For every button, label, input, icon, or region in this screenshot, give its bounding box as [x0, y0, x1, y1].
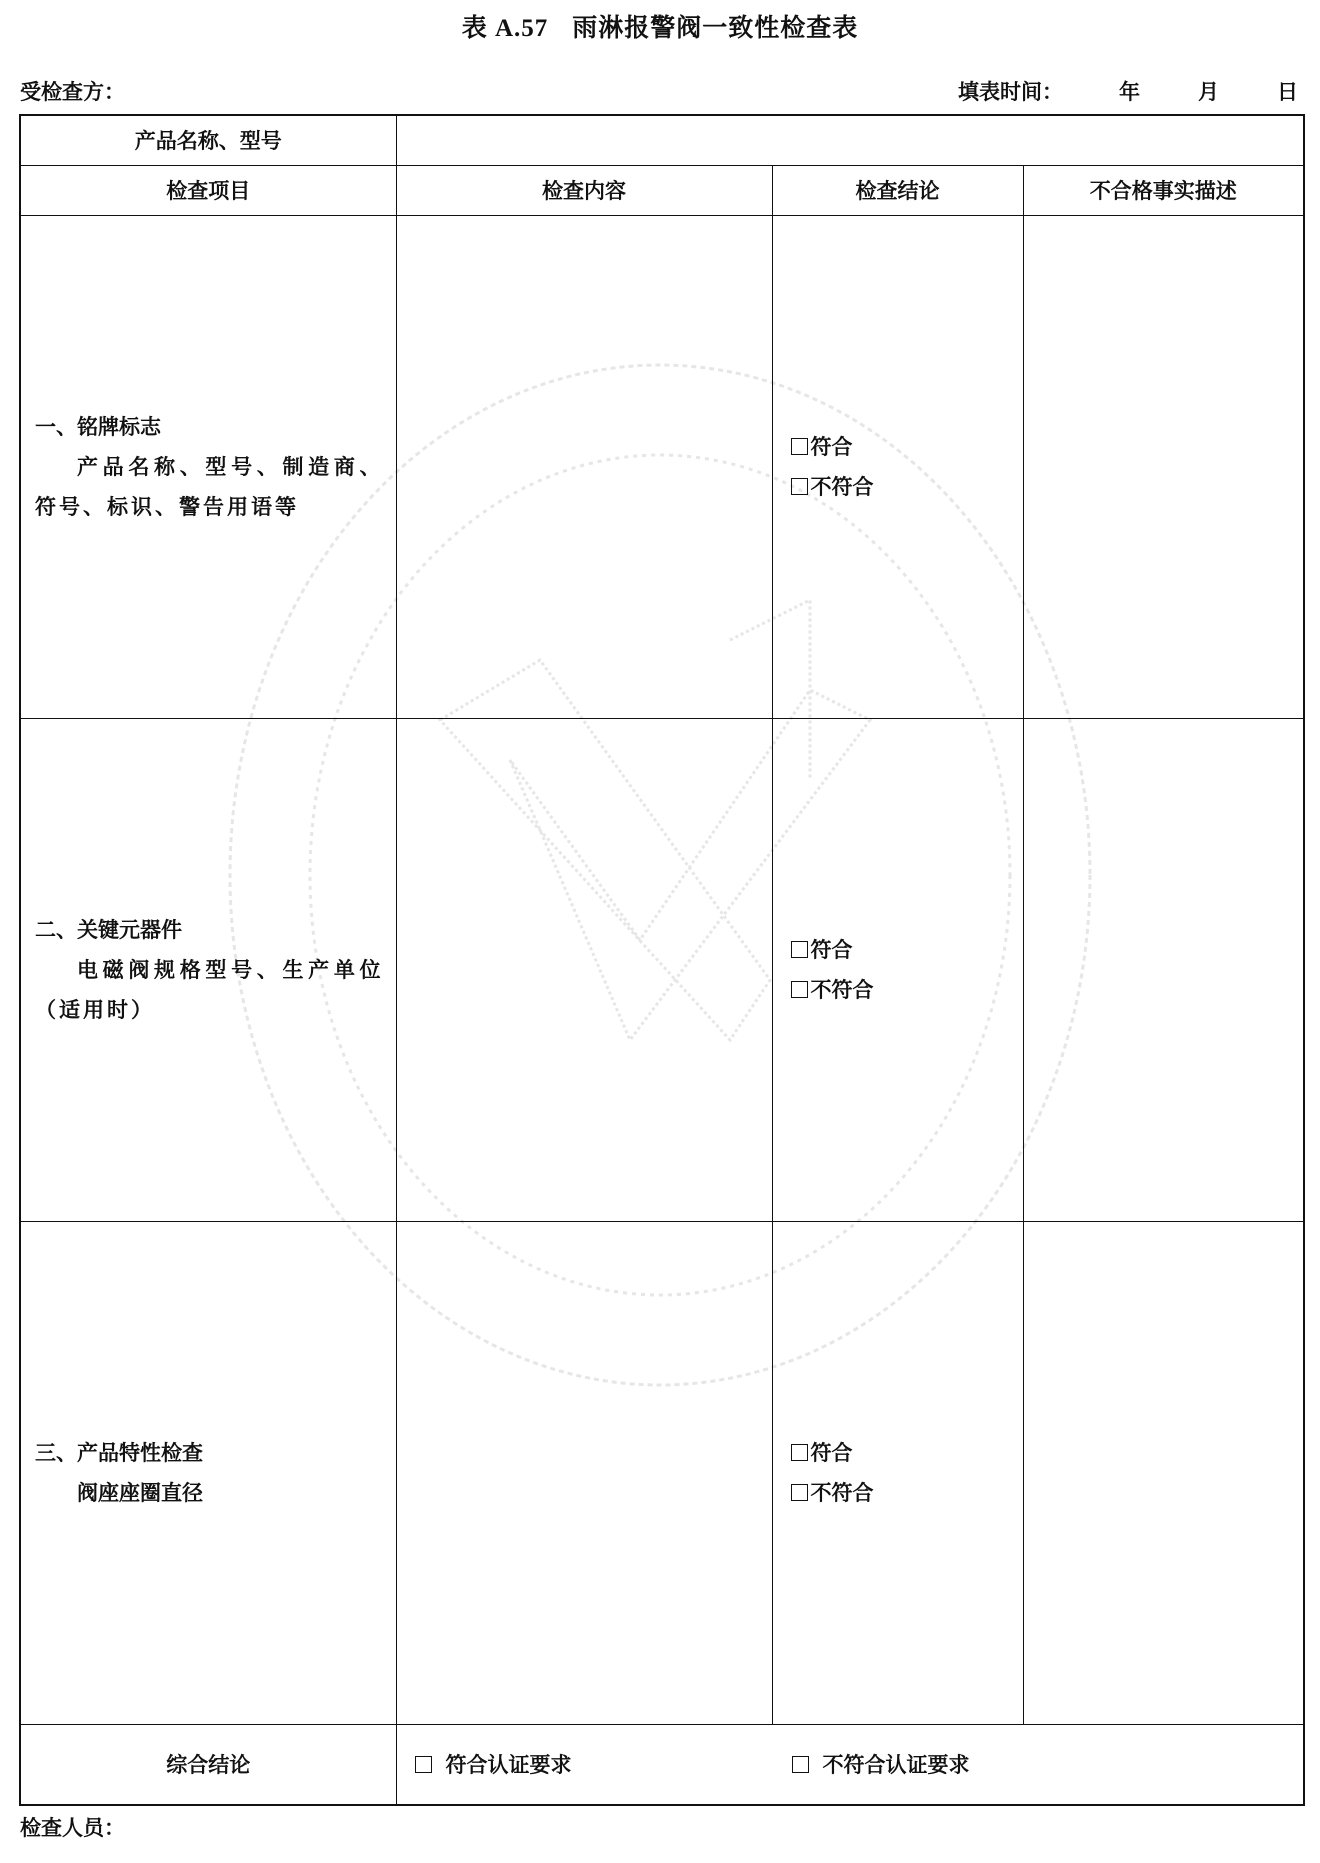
- page-title: [0, 8, 1320, 44]
- overall-pass-label: 符合认证要求: [445, 1753, 572, 1778]
- overall-options-cell: [396, 1724, 1304, 1805]
- inspector-label: 检查人员：: [20, 1816, 125, 1840]
- check-content-field[interactable]: [396, 718, 772, 1221]
- column-header: 检查内容: [396, 165, 772, 215]
- table-number: 表 A.57: [461, 15, 549, 42]
- pass-label: 符合: [810, 434, 853, 459]
- table-title: 雨淋报警阀一致性检查表: [572, 13, 859, 42]
- inspected-party-label: 受检查方：: [20, 80, 125, 104]
- product-value-field[interactable]: [396, 115, 1304, 165]
- fail-option[interactable]: [791, 970, 1023, 1010]
- checkbox-icon[interactable]: [792, 1756, 809, 1773]
- check-content-field[interactable]: [396, 1221, 772, 1724]
- column-header: 检查项目: [20, 165, 396, 215]
- pass-label: 符合: [810, 1440, 853, 1465]
- check-verdict-cell: [772, 718, 1023, 1221]
- checkbox-icon[interactable]: [791, 1484, 808, 1501]
- column-header: 检查结论: [772, 165, 1023, 215]
- fill-date: [958, 76, 1298, 106]
- pass-option[interactable]: [791, 930, 1023, 970]
- month-label: 月: [1198, 80, 1219, 104]
- checkbox-icon[interactable]: [791, 981, 808, 998]
- product-row: [20, 115, 1304, 165]
- overall-label: 综合结论: [20, 1724, 396, 1805]
- checkbox-icon[interactable]: [791, 478, 808, 495]
- pass-option[interactable]: [791, 427, 1023, 467]
- nonconformity-field[interactable]: [1023, 1221, 1304, 1724]
- pass-option[interactable]: [791, 1433, 1023, 1473]
- check-item-detail: 电磁阀规格型号、生产单位（适用时）: [35, 957, 384, 1022]
- check-item-cell: [20, 718, 396, 1221]
- check-verdict-cell: [772, 215, 1023, 718]
- table-row: [20, 215, 1304, 718]
- overall-row: [20, 1724, 1304, 1805]
- check-item-head: 三、产品特性检查: [35, 1440, 203, 1465]
- check-item-head: 二、关键元器件: [35, 917, 182, 942]
- inspection-table: [19, 114, 1305, 1806]
- checkbox-icon[interactable]: [415, 1756, 432, 1773]
- fail-label: 不符合: [810, 474, 874, 499]
- table-row: [20, 1221, 1304, 1724]
- table-row: [20, 718, 1304, 1221]
- overall-fail-label: 不符合认证要求: [822, 1753, 970, 1778]
- day-label: 日: [1277, 80, 1298, 104]
- product-label: 产品名称、型号: [20, 115, 396, 165]
- overall-fail-option[interactable]: [792, 1749, 970, 1779]
- check-item-detail: 产品名称、型号、制造商、符号、标识、警告用语等: [35, 454, 384, 519]
- nonconformity-field[interactable]: [1023, 718, 1304, 1221]
- overall-pass-option[interactable]: [415, 1749, 572, 1779]
- check-item-cell: [20, 215, 396, 718]
- check-content-field[interactable]: [396, 215, 772, 718]
- pass-label: 符合: [810, 937, 853, 962]
- nonconformity-field[interactable]: [1023, 215, 1304, 718]
- fail-option[interactable]: [791, 1473, 1023, 1513]
- checkbox-icon[interactable]: [791, 941, 808, 958]
- check-item-detail: 阀座座圈直径: [77, 1480, 203, 1505]
- fail-label: 不符合: [810, 1480, 874, 1505]
- header-row: [20, 165, 1304, 215]
- check-item-cell: [20, 1221, 396, 1724]
- year-label: 年: [1119, 80, 1140, 104]
- fill-time-label: 填表时间：: [958, 80, 1063, 104]
- column-header: 不合格事实描述: [1023, 165, 1304, 215]
- check-verdict-cell: [772, 1221, 1023, 1724]
- check-item-head: 一、铭牌标志: [35, 414, 161, 439]
- checkbox-icon[interactable]: [791, 438, 808, 455]
- checkbox-icon[interactable]: [791, 1444, 808, 1461]
- fail-label: 不符合: [810, 977, 874, 1002]
- fail-option[interactable]: [791, 467, 1023, 507]
